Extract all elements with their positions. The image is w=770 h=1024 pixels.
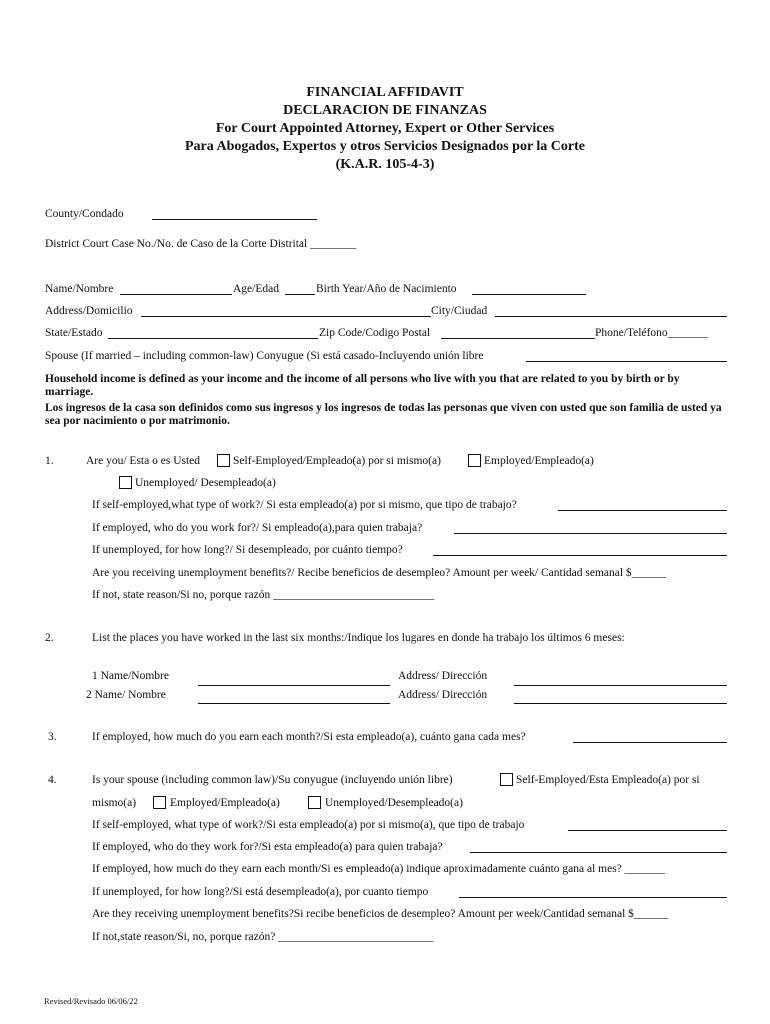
q1-self-type-field[interactable] [558,510,727,511]
q1-how-long-field[interactable] [433,555,727,556]
address-label: Address/Domicilio [45,305,133,317]
revision-footer: Revised/Revisado 06/06/22 [44,996,138,1006]
q3-number: 3. [48,731,57,743]
q2-address1-label: Address/ Dirección [398,670,488,682]
q4-reason-label: If not,state reason/Si, no, porque razón? ___________________________ [92,931,434,943]
name-label: Name/Nombre [45,283,114,295]
q2-name2-field[interactable] [198,703,390,704]
q4-employed-checkbox[interactable] [153,796,166,809]
title-line-4: Para Abogados, Expertos y otros Servicios Designados por la Corte [184,139,586,154]
state-label: State/Estado [45,327,103,339]
q2-address1-field[interactable] [514,685,727,686]
q4-self-type-label: If self-employed, what type of work?/Si esta empleado(a) por si mismo(a), que tipo de trabajo [92,819,525,831]
phone-label: Phone/Teléfono_______ [595,327,708,339]
county-field[interactable] [152,219,317,220]
q4-self-employed-label: Self-Employed/Esta Empleado(a) por si [516,774,700,786]
birth-year-field[interactable] [472,294,586,295]
spouse-label: Spouse (If married – including common-law) Conyugue (Si está casado-Incluyendo unión libre [45,350,484,362]
case-number-label: District Court Case No./No. de Caso de la Corte Distrital ________ [45,238,357,250]
address-field[interactable] [141,316,431,317]
q2-name1-field[interactable] [198,685,390,686]
q1-employed-label: Employed/Empleado(a) [484,455,594,467]
q4-self-type-field[interactable] [568,830,727,831]
q2-address2-label: Address/ Dirección [398,689,488,701]
q3-earnings-field[interactable] [573,742,727,743]
document-title [0,84,770,174]
q1-self-employed-checkbox[interactable] [217,454,230,467]
birth-year-label: Birth Year/Año de Nacimiento [316,283,457,295]
city-label: City/Ciudad [431,305,488,317]
title-line-1: FINANCIAL AFFIDAVIT [306,85,464,100]
title-line-3: For Court Appointed Attorney, Expert or Other Services [215,121,555,136]
age-label: Age/Edad [233,283,279,295]
q1-prompt: Are you/ Esta o es Usted [86,455,201,467]
title-line-2: DECLARACION DE FINANZAS [283,103,487,118]
zip-field[interactable] [441,338,595,339]
household-definition-spanish: Los ingresos de la casa son definidos como sus ingresos y los ingresos de todas las personas que viven con usted que son familia de usted ya sea por nacimiento o por matrimonio. [45,402,722,427]
q4-who-work-field[interactable] [470,852,727,853]
q4-number: 4. [48,774,57,786]
q2-name1-label: 1 Name/Nombre [92,670,169,682]
title-line-5: (K.A.R. 105-4-3) [335,157,435,172]
q4-benefits-label: Are they receiving unemployment benefits?Si recibe beneficios de desempleo? Amount per week/Cantidad semanal $______ [92,908,669,920]
q1-who-work-field[interactable] [454,533,727,534]
q4-employed-label: Employed/Empleado(a) [170,797,280,809]
q2-prompt: List the places you have worked in the last six months:/Indique los lugares en donde ha trabajo los últimos 6 meses: [92,632,625,644]
q1-employed-checkbox[interactable] [468,454,481,467]
q4-prompt: Is your spouse (including common law)/Su conyugue (incluyendo unión libre) [92,774,453,786]
q1-number: 1. [45,455,54,467]
q1-unemployed-checkbox[interactable] [119,476,132,489]
zip-label: Zip Code/Codigo Postal [319,327,431,339]
name-field[interactable] [120,294,232,295]
spouse-field[interactable] [526,361,727,362]
county-label: County/Condado [45,208,124,220]
city-field[interactable] [495,316,727,317]
q2-name2-label: 2 Name/ Nombre [86,689,166,701]
q1-self-employed-label: Self-Employed/Empleado(a) por si mismo(a) [233,455,441,467]
household-definition-english: Household income is defined as your income and the income of all persons who live with you that are related to you by birth or by marriage. [45,373,680,398]
case-number-field[interactable] [336,249,391,250]
q4-unemployed-label: Unemployed/Desempleado(a) [325,797,463,809]
q1-reason-label: If not, state reason/Si no, porque razón ____________________________ [92,589,435,601]
q1-unemployed-label: Unemployed/ Desempleado(a) [135,477,276,489]
q4-how-much-label: If employed, how much do they earn each month/Si es empleado(a) indique aproximadamente cuánto gana al mes? _______ [92,863,665,875]
q1-how-long-label: If unemployed, for how long?/ Si desempleado, por cuánto tiempo? [92,544,403,556]
q4-unemployed-checkbox[interactable] [308,796,321,809]
age-field[interactable] [285,294,315,295]
q1-who-work-label: If employed, who do you work for?/ Si empleado(a),para quien trabaja? [92,522,423,534]
q2-number: 2. [45,632,54,644]
q4-self-employed-checkbox[interactable] [500,773,513,786]
state-field[interactable] [108,338,318,339]
q1-self-type-label: If self-employed,what type of work?/ Si esta empleado(a) por si mismo, que tipo de trabajo? [92,499,517,511]
q4-who-work-label: If employed, who do they work for?/Si esta empleado(a) para quien trabaja? [92,841,443,853]
q4-self-employed-label-cont: mismo(a) [92,797,137,809]
q1-benefits-label: Are you receiving unemployment benefits?/ Recibe beneficios de desempleo? Amount per week/ Cantidad semanal $______ [92,567,667,579]
q2-address2-field[interactable] [514,703,727,704]
q4-how-long-field[interactable] [459,897,727,898]
q4-how-long-label: If unemployed, for how long?/Si está desempleado(a), por cuanto tiempo [92,886,429,898]
q3-prompt: If employed, how much do you earn each month?/Si esta empleado(a), cuánto gana cada mes? [92,731,526,743]
